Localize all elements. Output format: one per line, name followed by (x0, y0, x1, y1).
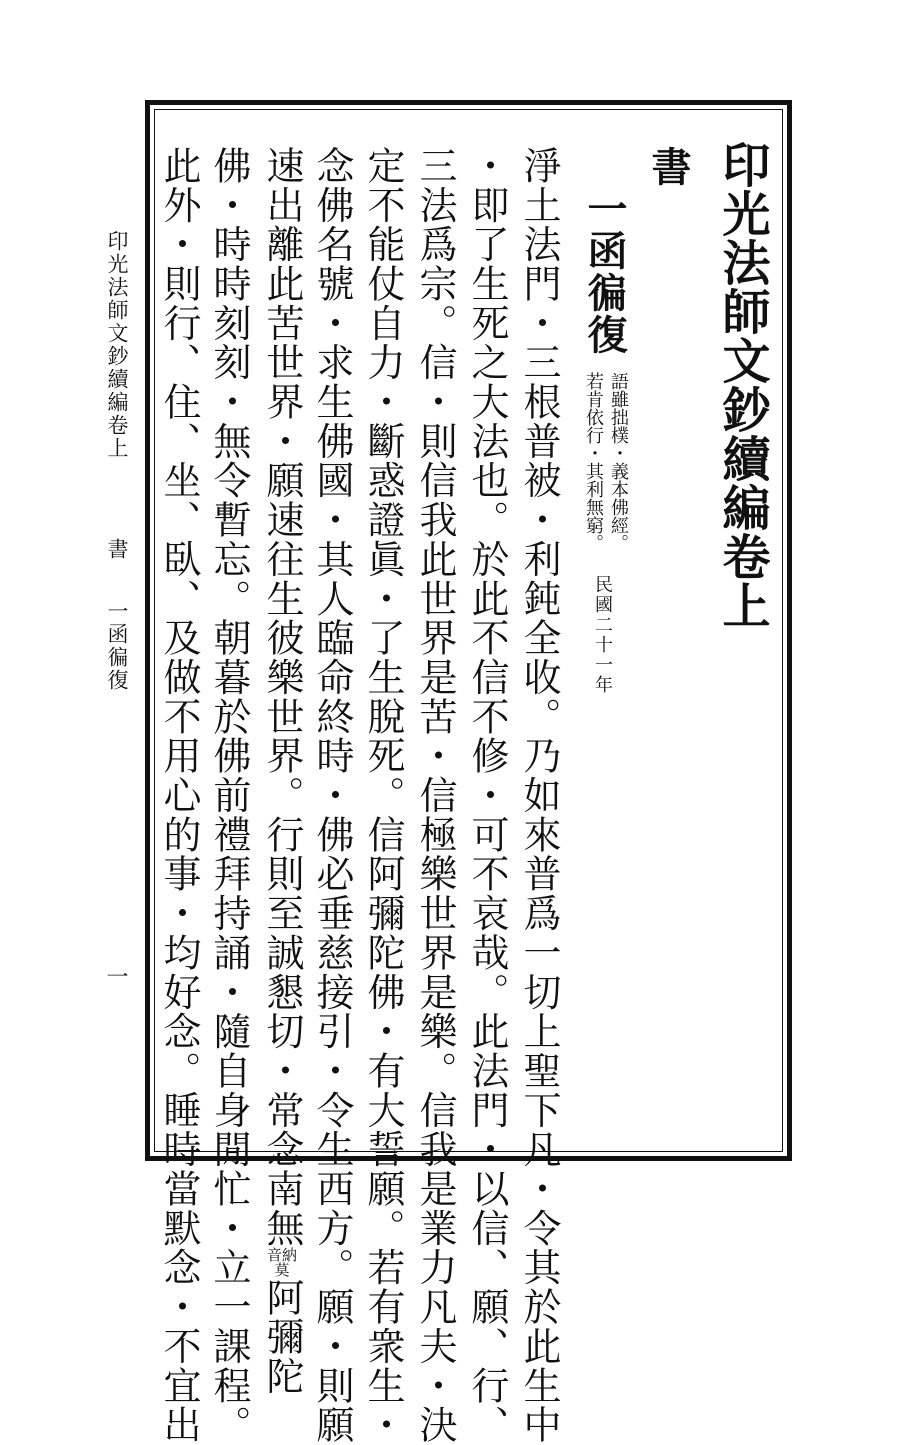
running-header-section: 書 (105, 538, 129, 561)
page-number: 一 (103, 965, 128, 987)
title-note-line-2: 若肯依行・其利無窮。 (583, 372, 604, 552)
body-column-6-main: 速出離此苦世界・願速往生彼樂世界。行則至誠懇切・常念南無 (260, 146, 304, 1248)
title-note-line-1: 語雖拙樸・義本佛經。 (608, 372, 629, 552)
body-column-3: 三法爲宗。信・則信我此世界是苦・信極樂世界是樂。信我是業力凡夫・決 (413, 146, 457, 1445)
body-column-4: 定不能仗自力・斷惑證眞・了生脫死。信阿彌陀佛・有大誓願。若有衆生・ (361, 146, 405, 1445)
body-column-6 (262, 146, 302, 1396)
running-header-subsection: 一函徧復 (105, 600, 129, 692)
letter-title: 一函徧復 (581, 188, 628, 356)
pronunciation-annotation (262, 1245, 302, 1279)
section-title: 書 (645, 146, 692, 186)
book-title: 印光法師文鈔續編卷上 (714, 140, 770, 630)
body-column-7: 佛・時時刻刻・無令暫忘。朝暮於佛前禮拜持誦・隨自身閒忙・立一課程。 (207, 146, 251, 1445)
body-column-5: 念佛名號・求生佛國・其人臨命終時・佛必垂慈接引・令生西方。願・則願 (310, 146, 354, 1445)
annotation-line-2: 莫 (274, 1260, 290, 1279)
running-header-title: 印光法師文鈔續編卷上 (105, 230, 129, 460)
body-column-8: 此外・則行、住、坐、臥、及做不用心的事・均好念。睡時當默念・不宜出 (157, 146, 201, 1445)
body-column-1: 淨土法門・三根普被・利鈍全收。乃如來普爲一切上聖下凡・令其於此生中 (517, 146, 561, 1445)
letter-date: 民國二十一年 (592, 575, 613, 695)
body-column-2: ・即了生死之大法也。於此不信不修・可不哀哉。此法門・以信、願、行、 (465, 146, 509, 1445)
annotation-line-1: 音納 (266, 1245, 297, 1264)
body-column-6-end: 阿彌陀 (260, 1277, 304, 1396)
